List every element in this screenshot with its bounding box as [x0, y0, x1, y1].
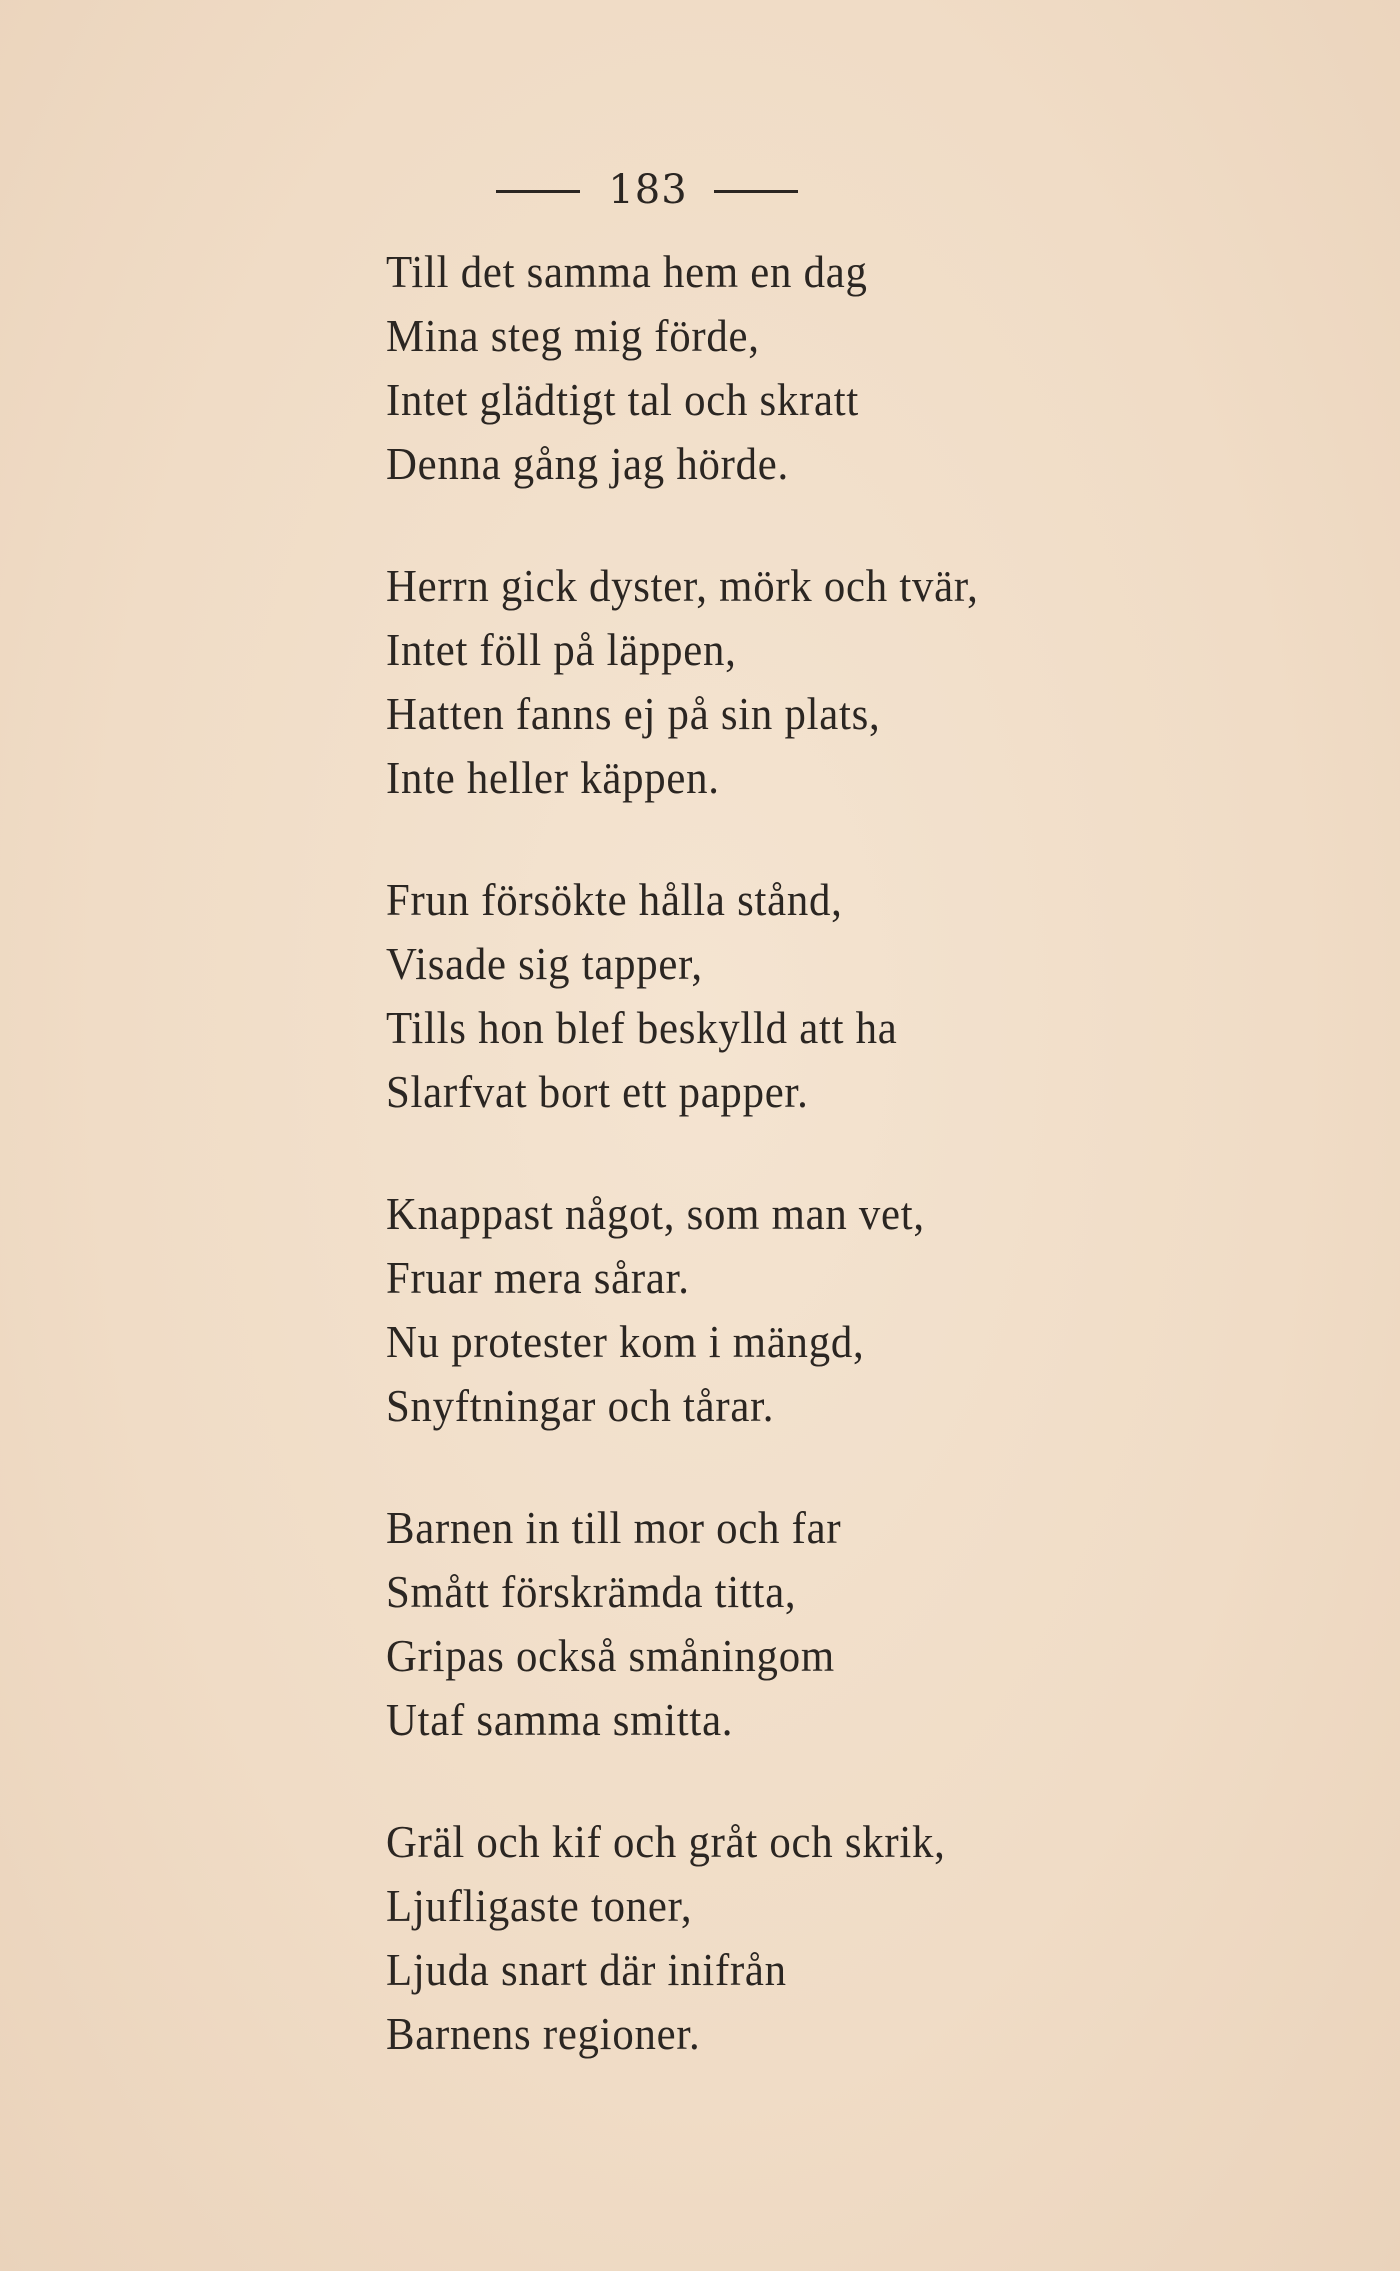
poem-line: Inte heller käppen. — [386, 752, 720, 803]
poem-line: Barnens regioner. — [386, 2008, 701, 2059]
poem-line: Gripas också småningom — [386, 1630, 835, 1681]
stanza-6 — [386, 1810, 1286, 2066]
poem-line: Nu protester kom i mängd, — [386, 1316, 865, 1367]
stanza-1 — [386, 240, 1286, 496]
poem-line: Gräl och kif och gråt och skrik, — [386, 1816, 946, 1867]
poem-line: Till det samma hem en dag — [386, 246, 868, 297]
poem-line: Slarfvat bort ett papper. — [386, 1066, 809, 1117]
poem-line: Smått förskrämda titta, — [386, 1566, 797, 1617]
poem-line: Snyftningar och tårar. — [386, 1380, 775, 1431]
poem-line: Intet föll på läppen, — [386, 624, 737, 675]
poem-line: Ljufligaste toner, — [386, 1880, 693, 1931]
poem-line: Ljuda snart där inifrån — [386, 1944, 787, 1995]
poem-line: Barnen in till mor och far — [386, 1502, 842, 1553]
poem-body — [386, 240, 1286, 2124]
poem-line: Knappast något, som man vet, — [386, 1188, 925, 1239]
poem-line: Herrn gick dyster, mörk och tvär, — [386, 560, 979, 611]
poem-line: Visade sig tapper, — [386, 938, 703, 989]
stanza-3 — [386, 868, 1286, 1124]
poem-line: Tills hon blef beskylld att ha — [386, 1002, 898, 1053]
header-rule-left — [496, 190, 580, 193]
page-number: 183 — [608, 167, 688, 213]
poem-line: Denna gång jag hörde. — [386, 438, 789, 489]
poem-line: Intet glädtigt tal och skratt — [386, 374, 860, 425]
poem-line: Frun försökte hålla stånd, — [386, 874, 843, 925]
stanza-2 — [386, 554, 1286, 810]
poem-line: Mina steg mig förde, — [386, 310, 760, 361]
poem-line: Fruar mera sårar. — [386, 1252, 690, 1303]
page-header — [0, 162, 1400, 218]
header-rule-right — [714, 190, 798, 193]
poem-line: Utaf samma smitta. — [386, 1694, 734, 1745]
stanza-4 — [386, 1182, 1286, 1438]
poem-line: Hatten fanns ej på sin plats, — [386, 688, 881, 739]
stanza-5 — [386, 1496, 1286, 1752]
